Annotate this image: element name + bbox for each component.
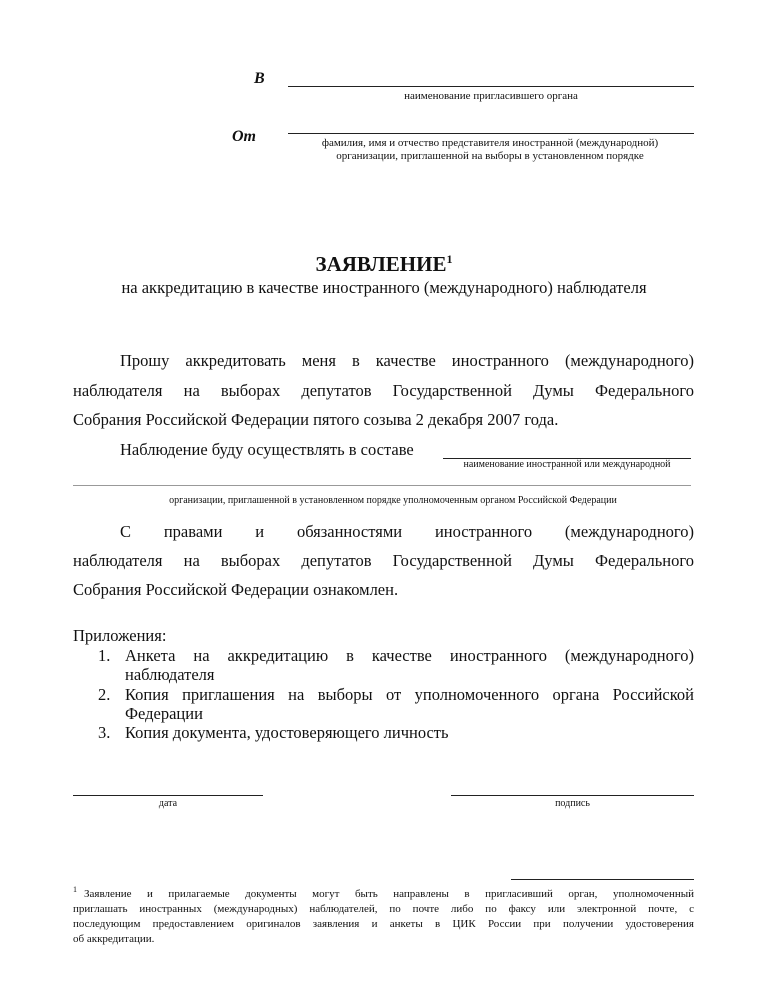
attachment-item-2-line2: Федерации	[125, 704, 203, 723]
from-field-line[interactable]	[288, 133, 694, 134]
from-label: От	[232, 128, 256, 145]
signature-field-line[interactable]	[451, 795, 694, 796]
document-title	[0, 252, 768, 277]
date-field-line[interactable]	[73, 795, 263, 796]
p2-caption2: организации, приглашенной в установленном порядке уполномоченным органом Российской Федерации	[169, 495, 617, 506]
p1-line1: Прошу аккредитовать меня в качестве иностранного (международного)	[120, 351, 694, 370]
organization-field-line-2[interactable]	[73, 485, 691, 486]
from-caption-line2: организации, приглашенной на выборы в установленном порядке	[336, 150, 644, 162]
to-label: В	[254, 70, 265, 87]
signature-caption: подпись	[555, 798, 590, 809]
p3-line1: С правами и обязанностями иностранного (международного)	[120, 522, 694, 541]
attachment-item-3-line1: Копия документа, удостоверяющего личность	[125, 723, 449, 742]
p3-line2: наблюдателя на выборах депутатов Государственной Думы Федерального	[73, 551, 694, 570]
to-field-line[interactable]	[288, 86, 694, 87]
p1-line2: наблюдателя на выборах депутатов Государственной Думы Федерального	[73, 381, 694, 400]
attachment-item-1-line1: Анкета на аккредитацию в качестве иностранного (международного)	[125, 646, 694, 665]
p2-line1: Наблюдение буду осуществлять в составе	[120, 440, 414, 459]
footnote-line2: приглашать иностранных (международных) наблюдателей, по почте либо по факсу или электронной почте, с	[73, 903, 694, 915]
attachment-item-2-num: 2.	[98, 685, 111, 704]
title-footnote-mark: 1	[446, 252, 453, 266]
p1-line3: Собрания Российской Федерации пятого созыва 2 декабря 2007 года.	[73, 410, 559, 429]
attachment-item-1-num: 1.	[98, 646, 111, 665]
footnote-line1: Заявление и прилагаемые документы могут быть направлены в пригласивший орган, уполномоченный	[84, 888, 694, 900]
footnote-mark: 1	[73, 885, 77, 894]
to-caption: наименование пригласившего органа	[404, 90, 578, 102]
p3-line3: Собрания Российской Федерации ознакомлен.	[73, 580, 399, 599]
title-subtitle: на аккредитацию в качестве иностранного (международного) наблюдателя	[121, 278, 647, 297]
attachments-heading: Приложения:	[73, 626, 167, 645]
p2-caption1: наименование иностранной или международной	[463, 459, 671, 470]
attachment-item-3-num: 3.	[98, 723, 111, 742]
footnote-separator	[511, 879, 694, 880]
from-caption-line1: фамилия, имя и отчество представителя иностранной (международной)	[321, 137, 659, 149]
attachment-item-1-line2: наблюдателя	[125, 665, 215, 684]
date-caption: дата	[158, 798, 178, 809]
footnote-line3: последующим предоставлением оригиналов заявления и анкеты в ЦИК России при получении удостоверения	[73, 918, 694, 930]
attachment-item-2-line1: Копия приглашения на выборы от уполномоченного органа Российской	[125, 685, 694, 704]
footnote-line4: об аккредитации.	[73, 933, 155, 945]
title-heading: ЗАЯВЛЕНИЕ	[315, 252, 447, 276]
